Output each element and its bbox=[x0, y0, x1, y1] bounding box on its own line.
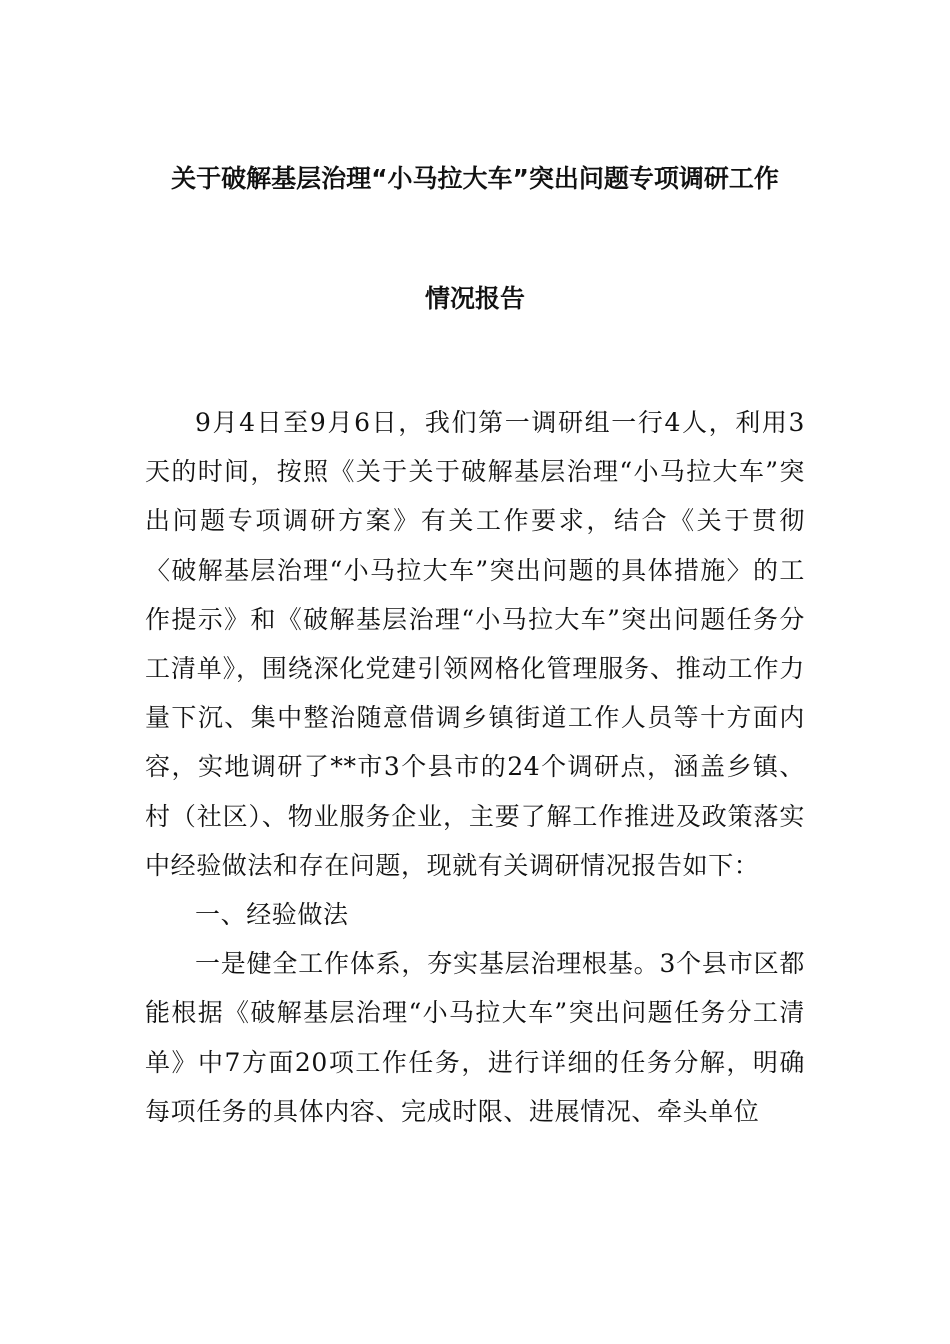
paragraph-intro: 9月4日至9月6日，我们第一调研组一行4人，利用3天的时间，按照《关于关于破解基层治理“小马拉大车”突出问题专项调研方案》有关工作要求，结合《关于贯彻〈破解基层治理“小马拉大车”突出问题的具体措施〉的工作提示》和《破解基层治理“小马拉大车”突出问题任务分工清单》，围绕深化党建引领网格化管理服务、推动工作力量下沉、集中整治随意借调乡镇街道工作人员等十方面内容，实地调研了**市3个县市的24个调研点，涵盖乡镇、村（社区）、物业服务企业，主要了解工作推进及政策落实中经验做法和存在问题，现就有关调研情况报告如下： bbox=[145, 408, 805, 880]
document-body bbox=[145, 398, 805, 1136]
paragraph-first-point: 一是健全工作体系，夯实基层治理根基。3个县市区都能根据《破解基层治理“小马拉大车”突出问题任务分工清单》中7方面20项工作任务，进行详细的任务分解，明确每项任务的具体内容、完成时限、进展情况、牵头单位 bbox=[145, 949, 805, 1126]
document-title-line-1: 关于破解基层治理“小马拉大车”突出问题专项调研工作 bbox=[171, 164, 779, 193]
section-heading-experience: 一、经验做法 bbox=[195, 900, 349, 930]
document-title-line-2: 情况报告 bbox=[424, 284, 525, 313]
